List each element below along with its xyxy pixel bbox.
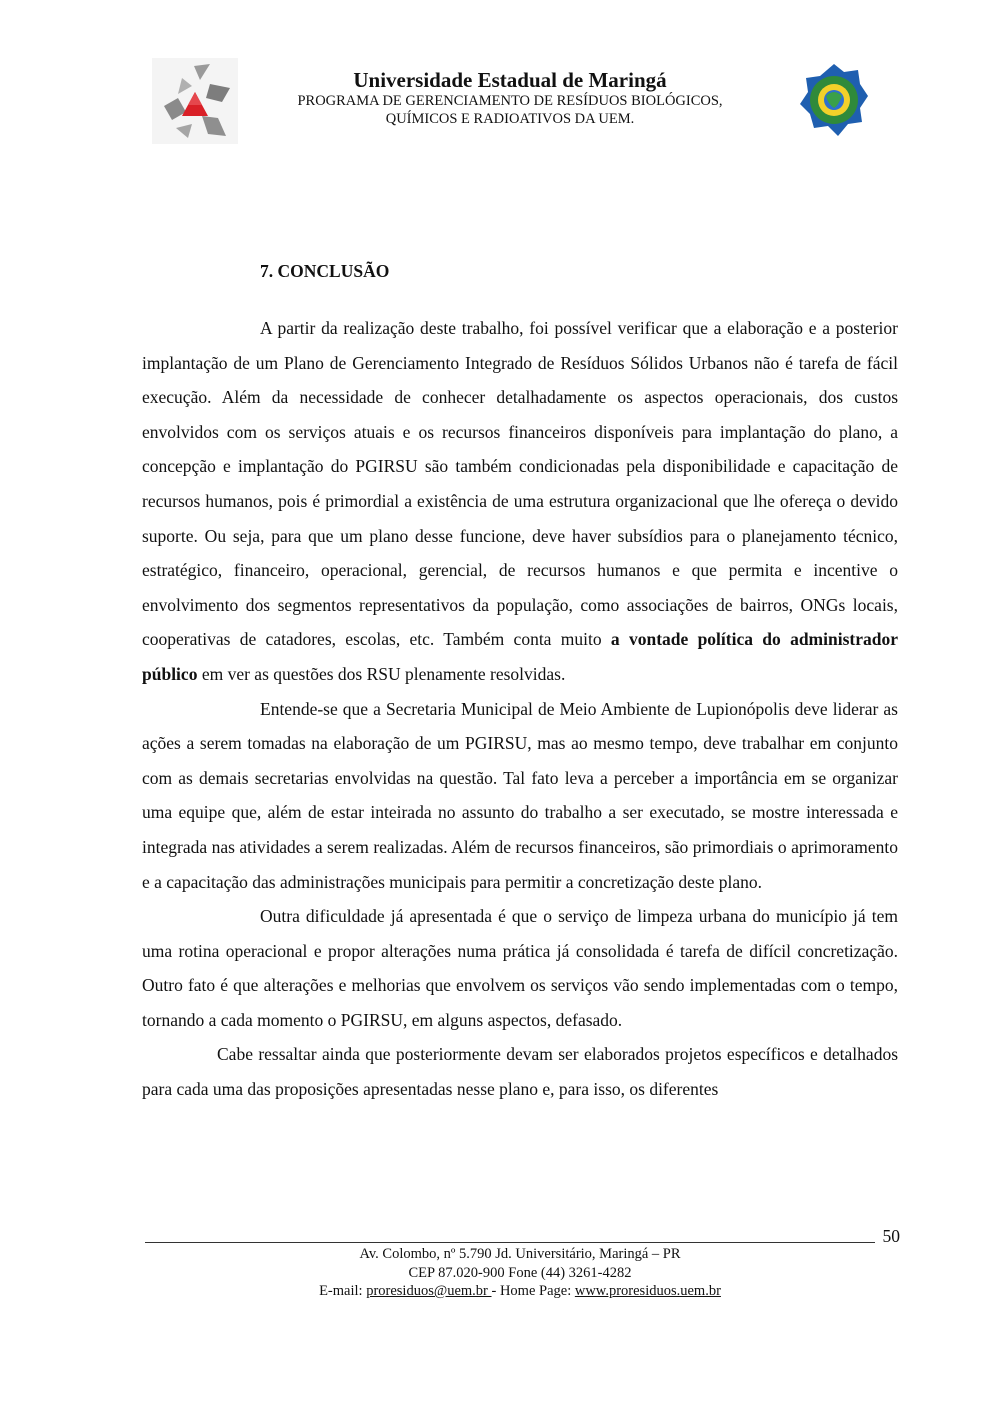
page-footer — [145, 1245, 895, 1301]
proresiduos-logo-icon — [798, 62, 870, 138]
proresiduos-logo — [798, 62, 870, 138]
paragraph-3: Outra dificuldade já apresentada é que o serviço de limpeza urbana do município já tem uma rotina operacional e propor alterações numa prática já consolidada é tarefa de difícil concretização. Outro fato é que alterações e melhorias que envolvem os serviços vão sendo implementadas com o tempo, tornando a cada momento o PGIRSU, em alguns aspectos, defasado. — [142, 906, 898, 1030]
uem-logo — [152, 58, 238, 144]
section-title: 7. CONCLUSÃO — [260, 261, 390, 281]
footer-contact — [145, 1282, 895, 1301]
page-body — [142, 256, 898, 1107]
footer-address: Av. Colombo, nº 5.790 Jd. Universitário, Maringá – PR — [359, 1246, 681, 1262]
program-line-1: PROGRAMA DE GERENCIAMENTO DE RESÍDUOS BIOLÓGICOS, — [297, 93, 723, 109]
paragraph-1-emphasis: a vontade política do administrador público — [142, 629, 898, 684]
paragraph-1-text: A partir da realização deste trabalho, foi possível verificar que a elaboração e a posterior implantação de um Plano de Gerenciamento Integrado de Resíduos Sólidos Urbanos não é tarefa de fácil execução. Além da necessidade de conhecer detalhadamente os aspectos operacionais, dos custos envolvidos com os serviços atuais e os recursos financeiros disponíveis para implantação do plano, a concepção e implantação do PGIRSU são também condicionadas pela disponibilidade e capacitação de recursos humanos, pois é primordial a existência de uma estrutura organizacional que lhe ofereça o devido suporte. Ou seja, para que um plano desse funcione, deve haver subsídios para o planejamento técnico, estratégico, financeiro, operacional, gerencial, de recursos humanos e que permita e incentive o envolvimento dos segmentos representativos da população, como associações de bairros, ONGs locais, cooperativas de catadores, escolas, etc. Também conta muito — [142, 318, 898, 650]
page-header — [0, 52, 992, 152]
homepage-link[interactable]: www.proresiduos.uem.br — [574, 1283, 721, 1299]
program-line-2: QUÍMICOS E RADIOATIVOS DA UEM. — [385, 111, 635, 127]
homepage-label: - Home Page: — [491, 1283, 575, 1299]
university-name: Universidade Estadual de Maringá — [353, 68, 667, 92]
footer-cep-phone: CEP 87.020-900 Fone (44) 3261-4282 — [408, 1264, 632, 1281]
paragraph-1 — [142, 311, 898, 692]
uem-logo-icon — [152, 58, 238, 144]
header-text — [250, 68, 770, 128]
paragraph-1-text-end: em ver as questões dos RSU plenamente resolvidas. — [197, 663, 566, 684]
page-number: 50 — [882, 1226, 900, 1246]
footer-divider — [145, 1242, 875, 1243]
paragraph-2: Entende-se que a Secretaria Municipal de Meio Ambiente de Lupionópolis deve liderar as ações a serem tomadas na elaboração de um PGIRSU, mas ao mesmo tempo, deve trabalhar em conjunto com as demais secretarias envolvidas na questão. Tal fato leva a perceber a importância em se organizar uma equipe que, além de estar inteirada no assunto do trabalho a ser executado, se mostre interessada e integrada nas atividades a serem realizadas. Além de recursos financeiros, são primordiais o aprimoramento e a capacitação das administrações municipais para permitir a concretização deste plano. — [142, 698, 898, 892]
paragraph-4: Cabe ressaltar ainda que posteriormente devam ser elaborados projetos específicos e detalhados para cada uma das proposições apresentadas nesse plano e, para isso, os diferentes — [142, 1044, 898, 1100]
email-link[interactable]: proresiduos@uem.br — [366, 1283, 492, 1299]
email-label: E-mail: — [319, 1283, 367, 1299]
